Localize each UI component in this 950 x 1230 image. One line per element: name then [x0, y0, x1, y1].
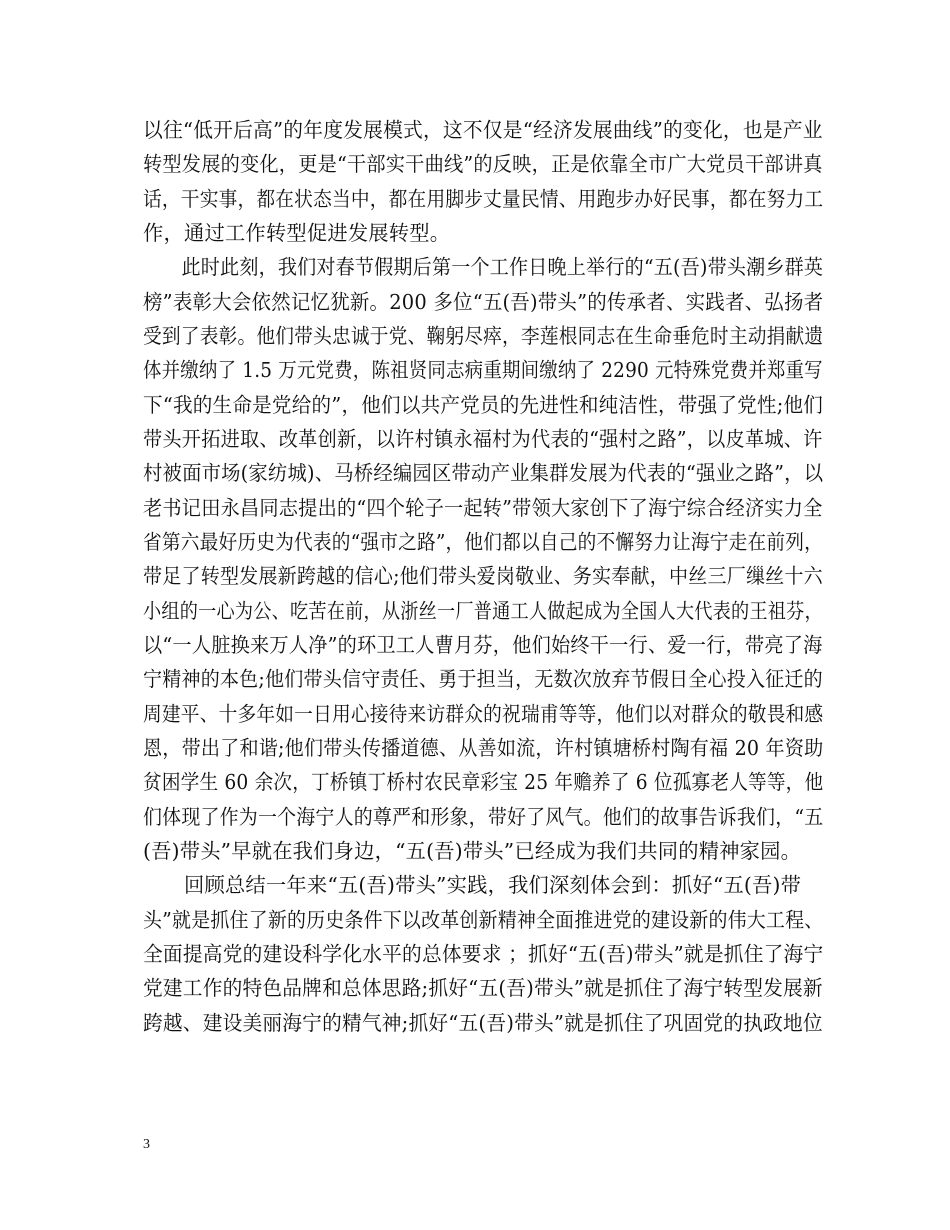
text-line: (吾)带头”早就在我们身边，“五(吾)带头”已经成为我们共同的精神家园。: [143, 838, 802, 863]
text-line: 榜”表彰大会依然记忆犹新。200 多位“五(吾)带头”的传承者、实践者、弘扬者: [143, 289, 824, 314]
text-line: 头”就是抓住了新的历史条件下以改革创新精神全面推进党的建设新的伟大工程、: [143, 907, 824, 932]
text-line: 话，干实事，都在状态当中，都在用脚步丈量民情、用跑步办好民事，都在努力工: [143, 186, 824, 211]
text-line: 们体现了作为一个海宁人的尊严和形象，带好了风气。他们的故事告诉我们，“五: [143, 804, 824, 829]
page-number: 3: [143, 1137, 150, 1152]
text-line: 跨越、建设美丽海宁的精气神;抓好“五(吾)带头”就是抓住了巩固党的执政地位: [143, 1010, 823, 1035]
text-line: 党建工作的特色品牌和总体思路;抓好“五(吾)带头”就是抓住了海宁转型发展新: [143, 976, 823, 1001]
text-line: 以“一人脏换来万人净”的环卫工人曹月芬，他们始终干一行、爱一行，带亮了海: [143, 632, 823, 657]
text-line: 回顾总结一年来“五(吾)带头”实践，我们深刻体会到：抓好“五(吾)带: [143, 873, 802, 898]
text-line: 全面提高党的建设科学化水平的总体要求 ；抓好“五(吾)带头”就是抓住了海宁: [143, 941, 824, 966]
text-line: 体并缴纳了 1.5 万元党费，陈祖贤同志病重期间缴纳了 2290 元特殊党费并郑重写: [143, 358, 823, 383]
text-line: 宁精神的本色;他们带头信守责任、勇于担当，无数次放弃节假日全心投入征迁的: [143, 667, 823, 692]
text-line: 转型发展的变化，更是“干部实干曲线”的反映，正是依靠全市广大党员干部讲真: [143, 152, 823, 177]
text-line: 恩，带出了和谐;他们带头传播道德、从善如流，许村镇塘桥村陶有福 20 年资助: [143, 735, 824, 760]
text-line: 老书记田永昌同志提出的“四个轮子一起转”带领大家创下了海宁综合经济实力全: [143, 495, 823, 520]
text-line: 以往“低开后高”的年度发展模式，这不仅是“经济发展曲线”的变化，也是产业: [143, 118, 823, 142]
text-line: 受到了表彰。他们带头忠诚于党、鞠躬尽瘁，李莲根同志在生命垂危时主动捐献遗: [143, 323, 824, 348]
text-line: 带足了转型发展新跨越的信心;他们带头爱岗敬业、务实奉献，中丝三厂缫丝十六: [143, 564, 823, 589]
text-line: 作，通过工作转型促进发展转型。: [143, 220, 451, 245]
text-line: 周建平、十多年如一日用心接待来访群众的祝瑞甫等等，他们以对群众的敬畏和感: [143, 701, 824, 726]
text-line: 省第六最好历史为代表的“强市之路”，他们都以自己的不懈努力让海宁走在前列，: [143, 529, 823, 554]
text-line: 贫困学生 60 余次，丁桥镇丁桥村农民章彩宝 25 年赡养了 6 位孤寡老人等等，他: [143, 770, 824, 795]
text-line: 此时此刻，我们对春节假期后第一个工作日晚上举行的“五(吾)带头潮乡群英: [143, 255, 824, 280]
text-line: 带头开拓进取、改革创新，以许村镇永福村为代表的“强村之路”，以皮革城、许: [143, 426, 823, 451]
text-line: 下“我的生命是党给的”，他们以共产党员的先进性和纯洁性，带强了党性;他们: [143, 392, 824, 417]
text-line: 村被面市场(家纺城)、马桥经编园区带动产业集群发展为代表的“强业之路”，以: [143, 461, 824, 486]
text-line: 小组的一心为公、吃苦在前，从浙丝一厂普通工人做起成为全国人大代表的王祖芬，: [143, 598, 823, 623]
